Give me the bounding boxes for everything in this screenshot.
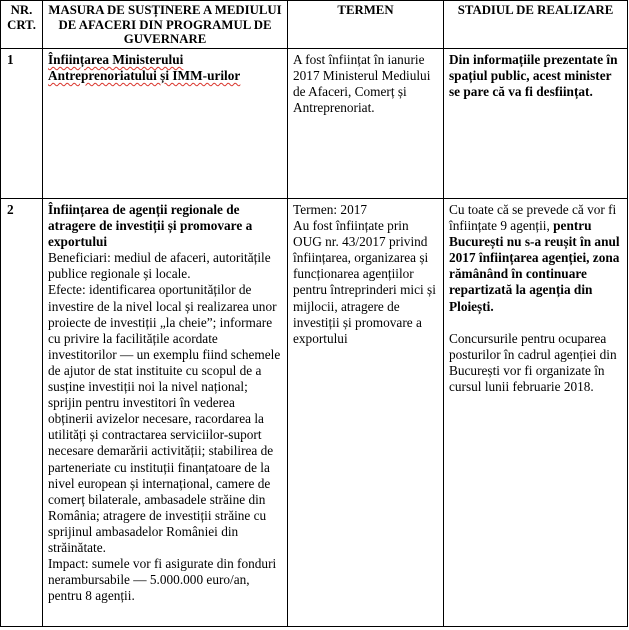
measure-cell xyxy=(43,49,288,199)
header-nr: NR. CRT. xyxy=(1,1,43,49)
deadline-text: Au fost înființate prin OUG nr. 43/2017 privind înființarea, organizarea și funcționarea agențiilor pentru întreprinderi mici și mijlocii, atragere de investiții și promovare a exportului xyxy=(293,218,436,346)
measure-cell xyxy=(43,199,288,627)
deadline-text: A fost înființat în ianurie 2017 Ministerul Mediului de Afaceri, Comerț și Antreprenoriat. xyxy=(293,52,431,116)
header-masura: MASURA DE SUSȚINERE A MEDIULUI DE AFACERI DIN PROGRAMUL DE GUVERNARE xyxy=(43,1,288,49)
measure-title: Înființarea de agenții regionale de atragere de investiții și promovare a exportului xyxy=(48,202,253,250)
measure-impact: Impact: sumele vor fi asigurate din fonduri nerambursabile — 5.000.000 euro/an, pentru 8 agenții. xyxy=(48,556,277,604)
header-stadiul: STADIUL DE REALIZARE xyxy=(444,1,628,49)
row-number: 1 xyxy=(1,49,43,199)
deadline-year: Termen: 2017 xyxy=(293,202,368,217)
status-text-second: Concursurile pentru ocuparea posturilor în cadrul agenției din București vor fi organizate în cursul lunii februarie 2018. xyxy=(449,330,617,394)
table-row xyxy=(1,49,628,199)
header-row xyxy=(1,1,628,49)
paragraph-gap xyxy=(449,315,622,331)
table-row xyxy=(1,199,628,627)
row-number: 2 xyxy=(1,199,43,627)
deadline-cell xyxy=(288,199,444,627)
header-termen: TERMEN xyxy=(288,1,444,49)
status-cell xyxy=(444,199,628,627)
status-text-bold: pentru București nu s-a reușit în anul 2017 înființarea agenției, zona rămânând în continuare repartizată la agenția din Ploiești. xyxy=(449,218,620,314)
status-text-normal: Cu toate că se prevede că vor fi înființate 9 agenții, xyxy=(449,202,617,234)
deadline-cell xyxy=(288,49,444,199)
status-text: Din informațiile prezentate în spațiul public, acest minister se pare că va fi desființat. xyxy=(449,52,618,100)
status-cell xyxy=(444,49,628,199)
measure-beneficiari: Beneficiari: mediul de afaceri, autoritățile publice regionale și locale. xyxy=(48,250,271,282)
measure-title: Înființarea Ministerului Antreprenoriatului și IMM-urilor xyxy=(48,52,241,84)
measure-efecte: Efecte: identificarea oportunităților de investire de la nivel local și realizarea unor proiecte de investiții „la cheie”; informare cu privire la facilitățile acordate investitorilor — un exemplu fiind schemele de ajutor de stat instituite cu scopul de a susține investiții noi la nivel național; sprijin pentru investitori în vederea obținerii avizelor necesare, racordarea la utilități și contractarea serviciilor-suport necesare demarării activității; stabilirea de parteneriate cu instituții finanțatoare de la nivel european și internațional, camere de comerț bilaterale, ambasadele străine din România; atragere de investiții străine cu sprijinul ambasadelor României din străinătate. xyxy=(48,282,281,555)
